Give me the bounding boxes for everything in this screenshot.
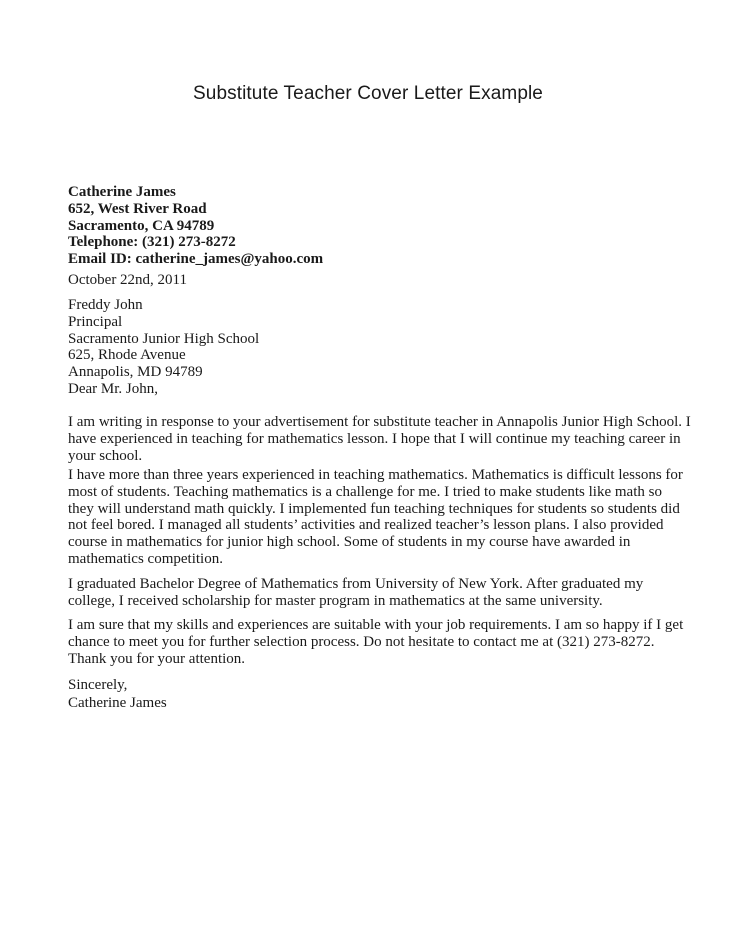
sender-name: Catherine James <box>68 184 176 200</box>
paragraph-line: have experienced in teaching for mathematics lesson. I hope that I will continue my teaching career in <box>68 430 681 447</box>
sender-block <box>68 184 680 268</box>
recipient-city: Annapolis, MD 94789 <box>68 364 203 381</box>
paragraph-line: I am sure that my skills and experiences are suitable with your job requirements. I am so happy if I get <box>68 617 684 633</box>
sender-street: 652, West River Road <box>68 200 207 217</box>
paragraph-line: not feel bored. I managed all students’ activities and realized teacher’s lesson plans. I also provided <box>68 517 664 534</box>
paragraph-1 <box>68 414 691 464</box>
paragraph-line: I graduated Bachelor Degree of Mathematics from University of New York. After graduated my <box>68 576 644 592</box>
paragraph-line: I am writing in response to your advertisement for substitute teacher in Annapolis Junior High School. I <box>68 414 691 430</box>
signature <box>68 695 680 712</box>
paragraph-line: they will understand math quickly. I implemented fun teaching techniques for students so students did <box>68 500 680 517</box>
recipient-school: Sacramento Junior High School <box>68 330 260 347</box>
date-text: October 22nd, 2011 <box>68 272 188 288</box>
salutation <box>68 381 680 398</box>
paragraph-line: I have more than three years experienced in teaching mathematics. Mathematics is difficult lessons for <box>68 467 683 483</box>
closing-text: Sincerely, <box>68 677 128 693</box>
signature-name: Catherine James <box>68 695 167 711</box>
paragraph-line: course in mathematics for junior high school. Some of students in my course have awarded in <box>68 534 631 551</box>
paragraph-3 <box>68 576 680 610</box>
document-title: Substitute Teacher Cover Letter Example <box>193 83 543 104</box>
recipient-street: 625, Rhode Avenue <box>68 347 186 364</box>
recipient-block <box>68 297 680 381</box>
paragraph-line: most of students. Teaching mathematics is a challenge for me. I tried to make students like math so <box>68 483 662 500</box>
paragraph-2 <box>68 467 683 568</box>
recipient-name: Freddy John <box>68 297 143 313</box>
sender-email: Email ID: catherine_james@yahoo.com <box>68 251 324 268</box>
sender-telephone: Telephone: (321) 273-8272 <box>68 234 236 251</box>
recipient-title: Principal <box>68 313 123 330</box>
paragraph-line: Thank you for your attention. <box>68 650 246 667</box>
letter-date <box>68 272 680 289</box>
paragraph-line: chance to meet you for further selection process. Do not hesitate to contact me at (321) 273-8272. <box>68 633 655 650</box>
paragraph-line: mathematics competition. <box>68 550 223 567</box>
paragraph-4 <box>68 617 684 667</box>
paragraph-line: your school. <box>68 447 143 464</box>
paragraph-line: college, I received scholarship for master program in mathematics at the same university. <box>68 592 603 609</box>
sender-city: Sacramento, CA 94789 <box>68 217 215 234</box>
salutation-text: Dear Mr. John, <box>68 381 158 397</box>
closing <box>68 677 680 694</box>
